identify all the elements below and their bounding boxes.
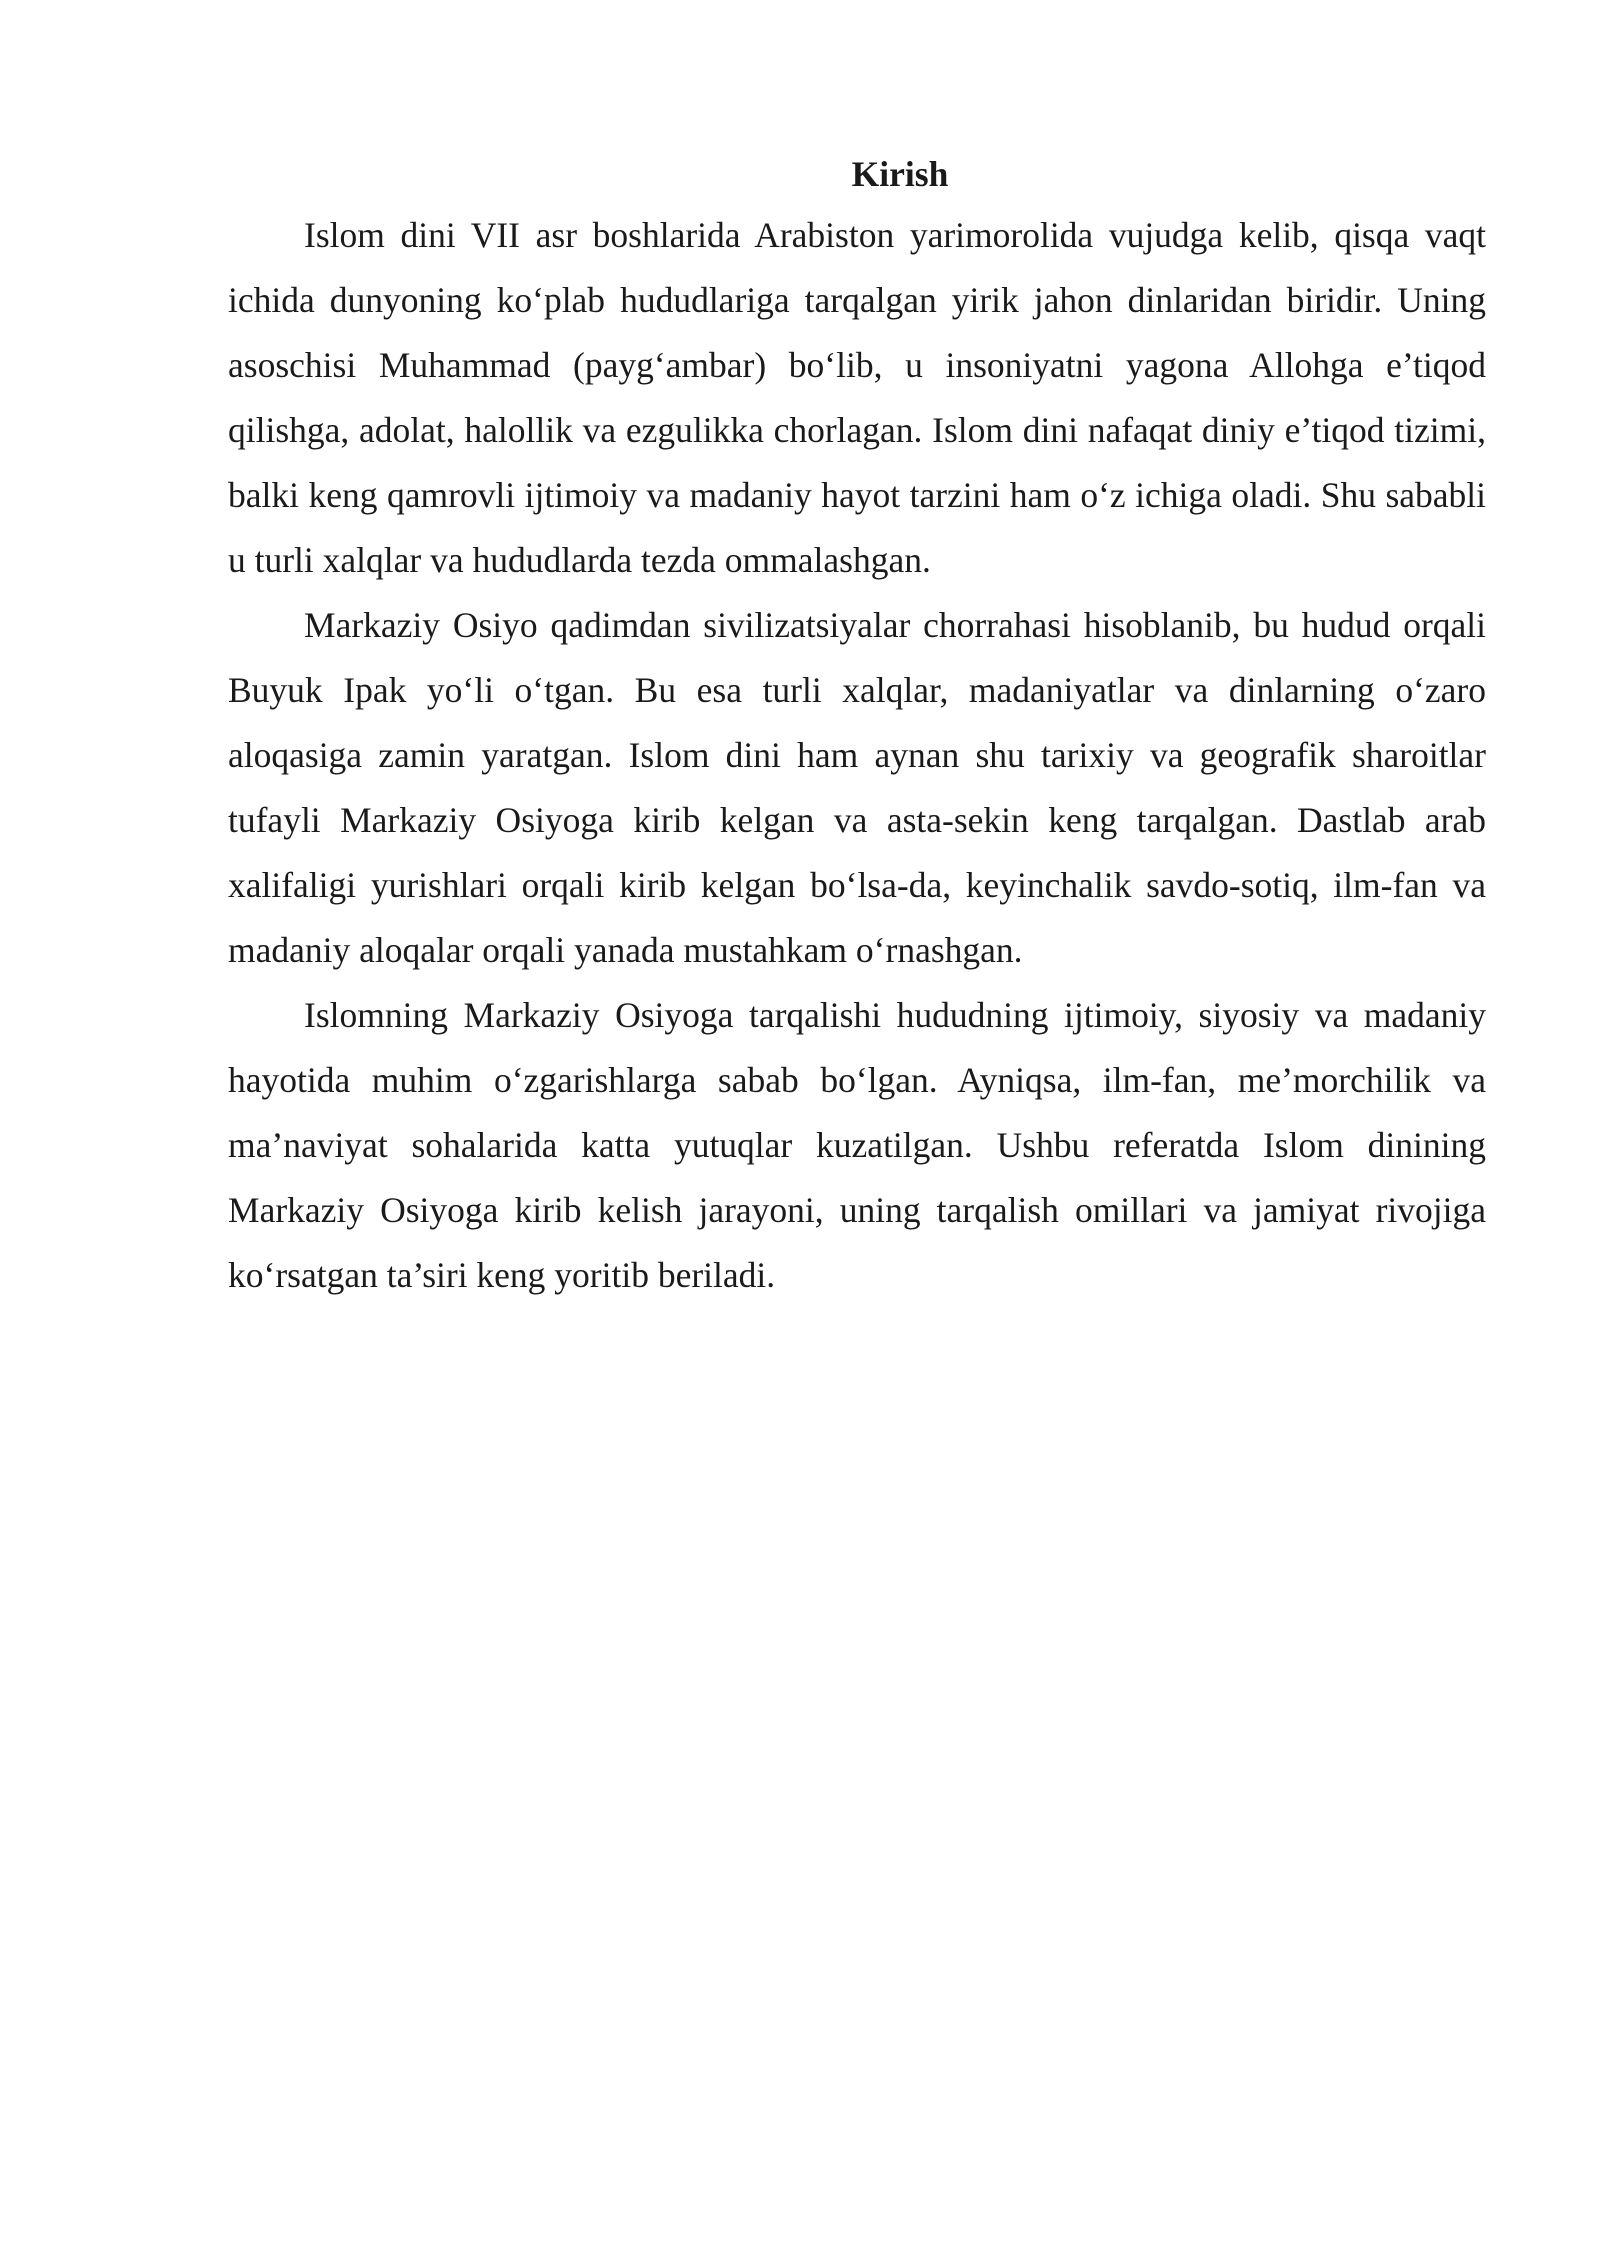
section-title: Kirish: [851, 154, 949, 194]
document-body: [228, 145, 1486, 1308]
paragraph-1: Islom dini VII asr boshlarida Arabiston yarimorolida vujudga kelib, qisqa vaqt ichida dunyoning ko‘plab hududlariga tarqalgan yirik jahon dinlaridan biridir. Uning asoschisi Muhammad (payg‘ambar) bo‘lib, u insoniyatni yagona Allohga e’tiqod qilishga, adolat, halollik va ezgulikka chorlagan. Islom dini nafaqat diniy e’tiqod tizimi, balki keng qamrovli ijtimoiy va madaniy hayot tarzini ham o‘z ichiga oladi. Shu sababli u turli xalqlar va hududlarda tezda ommalashgan.: [228, 215, 1486, 580]
paragraph-3: Islomning Markaziy Osiyoga tarqalishi hududning ijtimoiy, siyosiy va madaniy hayotida muhim o‘zgarishlarga sabab bo‘lgan. Ayniqsa, ilm-fan, me’morchilik va ma’naviyat sohalarida katta yutuqlar kuzatilgan. Ushbu referatda Islom dinining Markaziy Osiyoga kirib kelish jarayoni, uning tarqalish omillari va jamiyat rivojiga ko‘rsatgan ta’siri keng yoritib beriladi.: [228, 995, 1486, 1295]
paragraph-2: Markaziy Osiyo qadimdan sivilizatsiyalar chorrahasi hisoblanib, bu hudud orqali Buyuk Ipak yo‘li o‘tgan. Bu esa turli xalqlar, madaniyatlar va dinlarning o‘zaro aloqasiga zamin yaratgan. Islom dini ham aynan shu tarixiy va geografik sharoitlar tufayli Markaziy Osiyoga kirib kelgan va asta-sekin keng tarqalgan. Dastlab arab xalifaligi yurishlari orqali kirib kelgan bo‘lsa-da, keyinchalik savdo-sotiq, ilm-fan va madaniy aloqalar orqali yanada mustahkam o‘rnashgan.: [228, 605, 1486, 970]
